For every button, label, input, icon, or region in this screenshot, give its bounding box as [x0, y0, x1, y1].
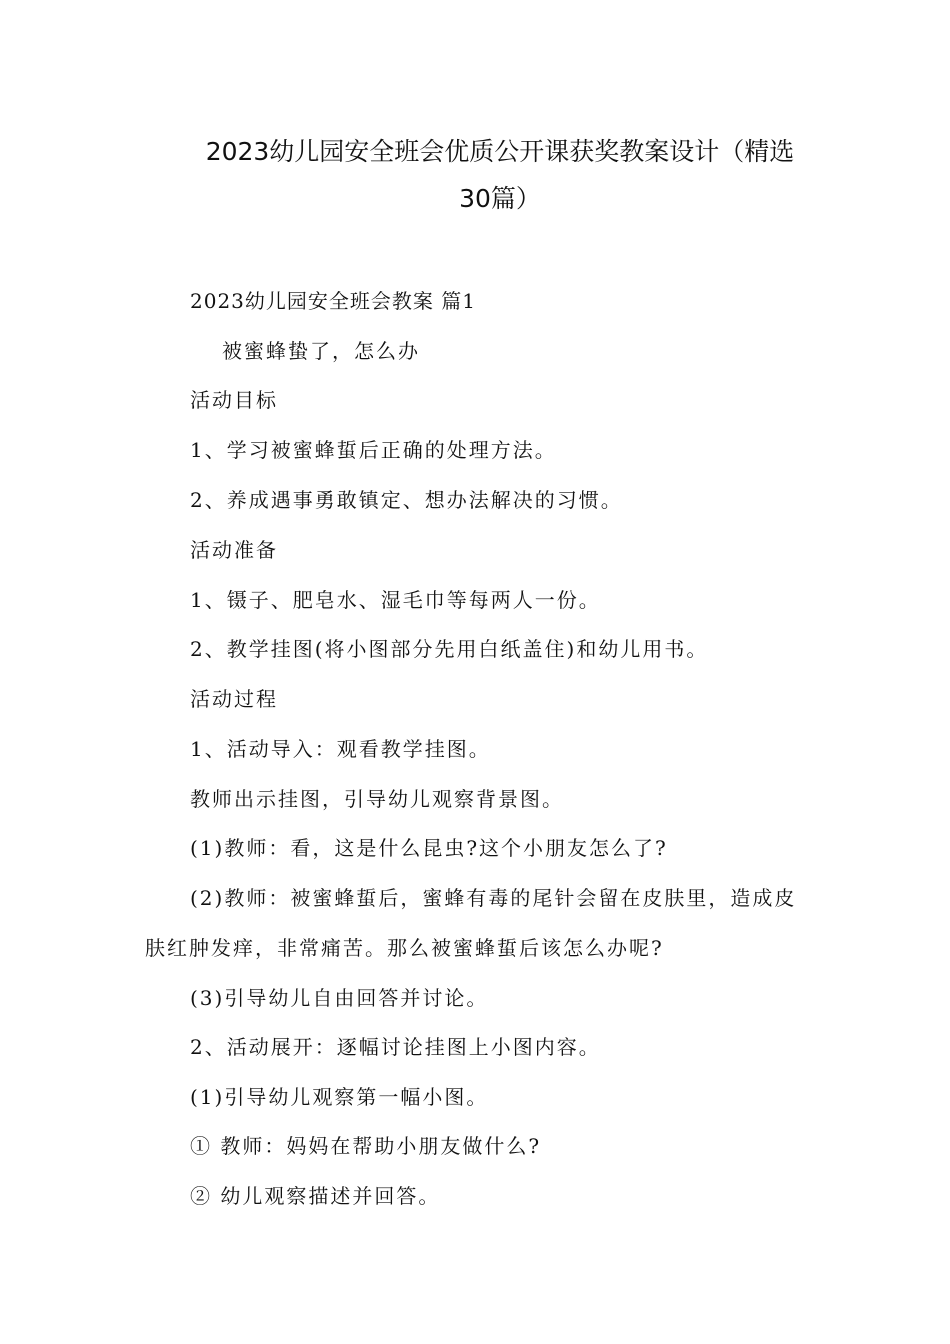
document-title-line-2: 30篇）	[459, 184, 541, 213]
paragraph: 2、活动展开：逐幅讨论挂图上小图内容。	[190, 1035, 601, 1059]
paragraph: 1、镊子、肥皂水、湿毛巾等每两人一份。	[190, 588, 601, 612]
subheading-preparation: 活动准备	[190, 538, 278, 562]
paragraph: (1)教师：看，这是什么昆虫?这个小朋友怎么了?	[190, 836, 668, 860]
paragraph-continuation: 肤红肿发痒，非常痛苦。那么被蜜蜂蜇后该怎么办呢?	[145, 936, 664, 960]
paragraph: (1)引导幼儿观察第一幅小图。	[190, 1085, 489, 1109]
paragraph: 1、学习被蜜蜂蜇后正确的处理方法。	[190, 438, 557, 462]
paragraph: (2)教师：被蜜蜂蜇后，蜜蜂有毒的尾针会留在皮肤里，造成皮	[190, 886, 797, 910]
paragraph: 1、活动导入：观看教学挂图。	[190, 737, 491, 761]
paragraph: ① 教师：妈妈在帮助小朋友做什么?	[190, 1134, 542, 1158]
paragraph: 2、养成遇事勇敢镇定、想办法解决的习惯。	[190, 488, 623, 512]
paragraph: ② 幼儿观察描述并回答。	[190, 1184, 441, 1208]
section-heading: 2023幼儿园安全班会教案 篇1	[190, 289, 476, 313]
subheading-goals: 活动目标	[190, 388, 278, 412]
document-title-line-1: 2023幼儿园安全班会优质公开课获奖教案设计（精选	[205, 137, 795, 166]
lesson-title: 被蜜蜂蛰了，怎么办	[222, 339, 420, 363]
paragraph: (3)引导幼儿自由回答并讨论。	[190, 986, 489, 1010]
paragraph: 教师出示挂图，引导幼儿观察背景图。	[190, 787, 564, 811]
subheading-process: 活动过程	[190, 687, 278, 711]
paragraph: 2、教学挂图(将小图部分先用白纸盖住)和幼儿用书。	[190, 637, 709, 661]
